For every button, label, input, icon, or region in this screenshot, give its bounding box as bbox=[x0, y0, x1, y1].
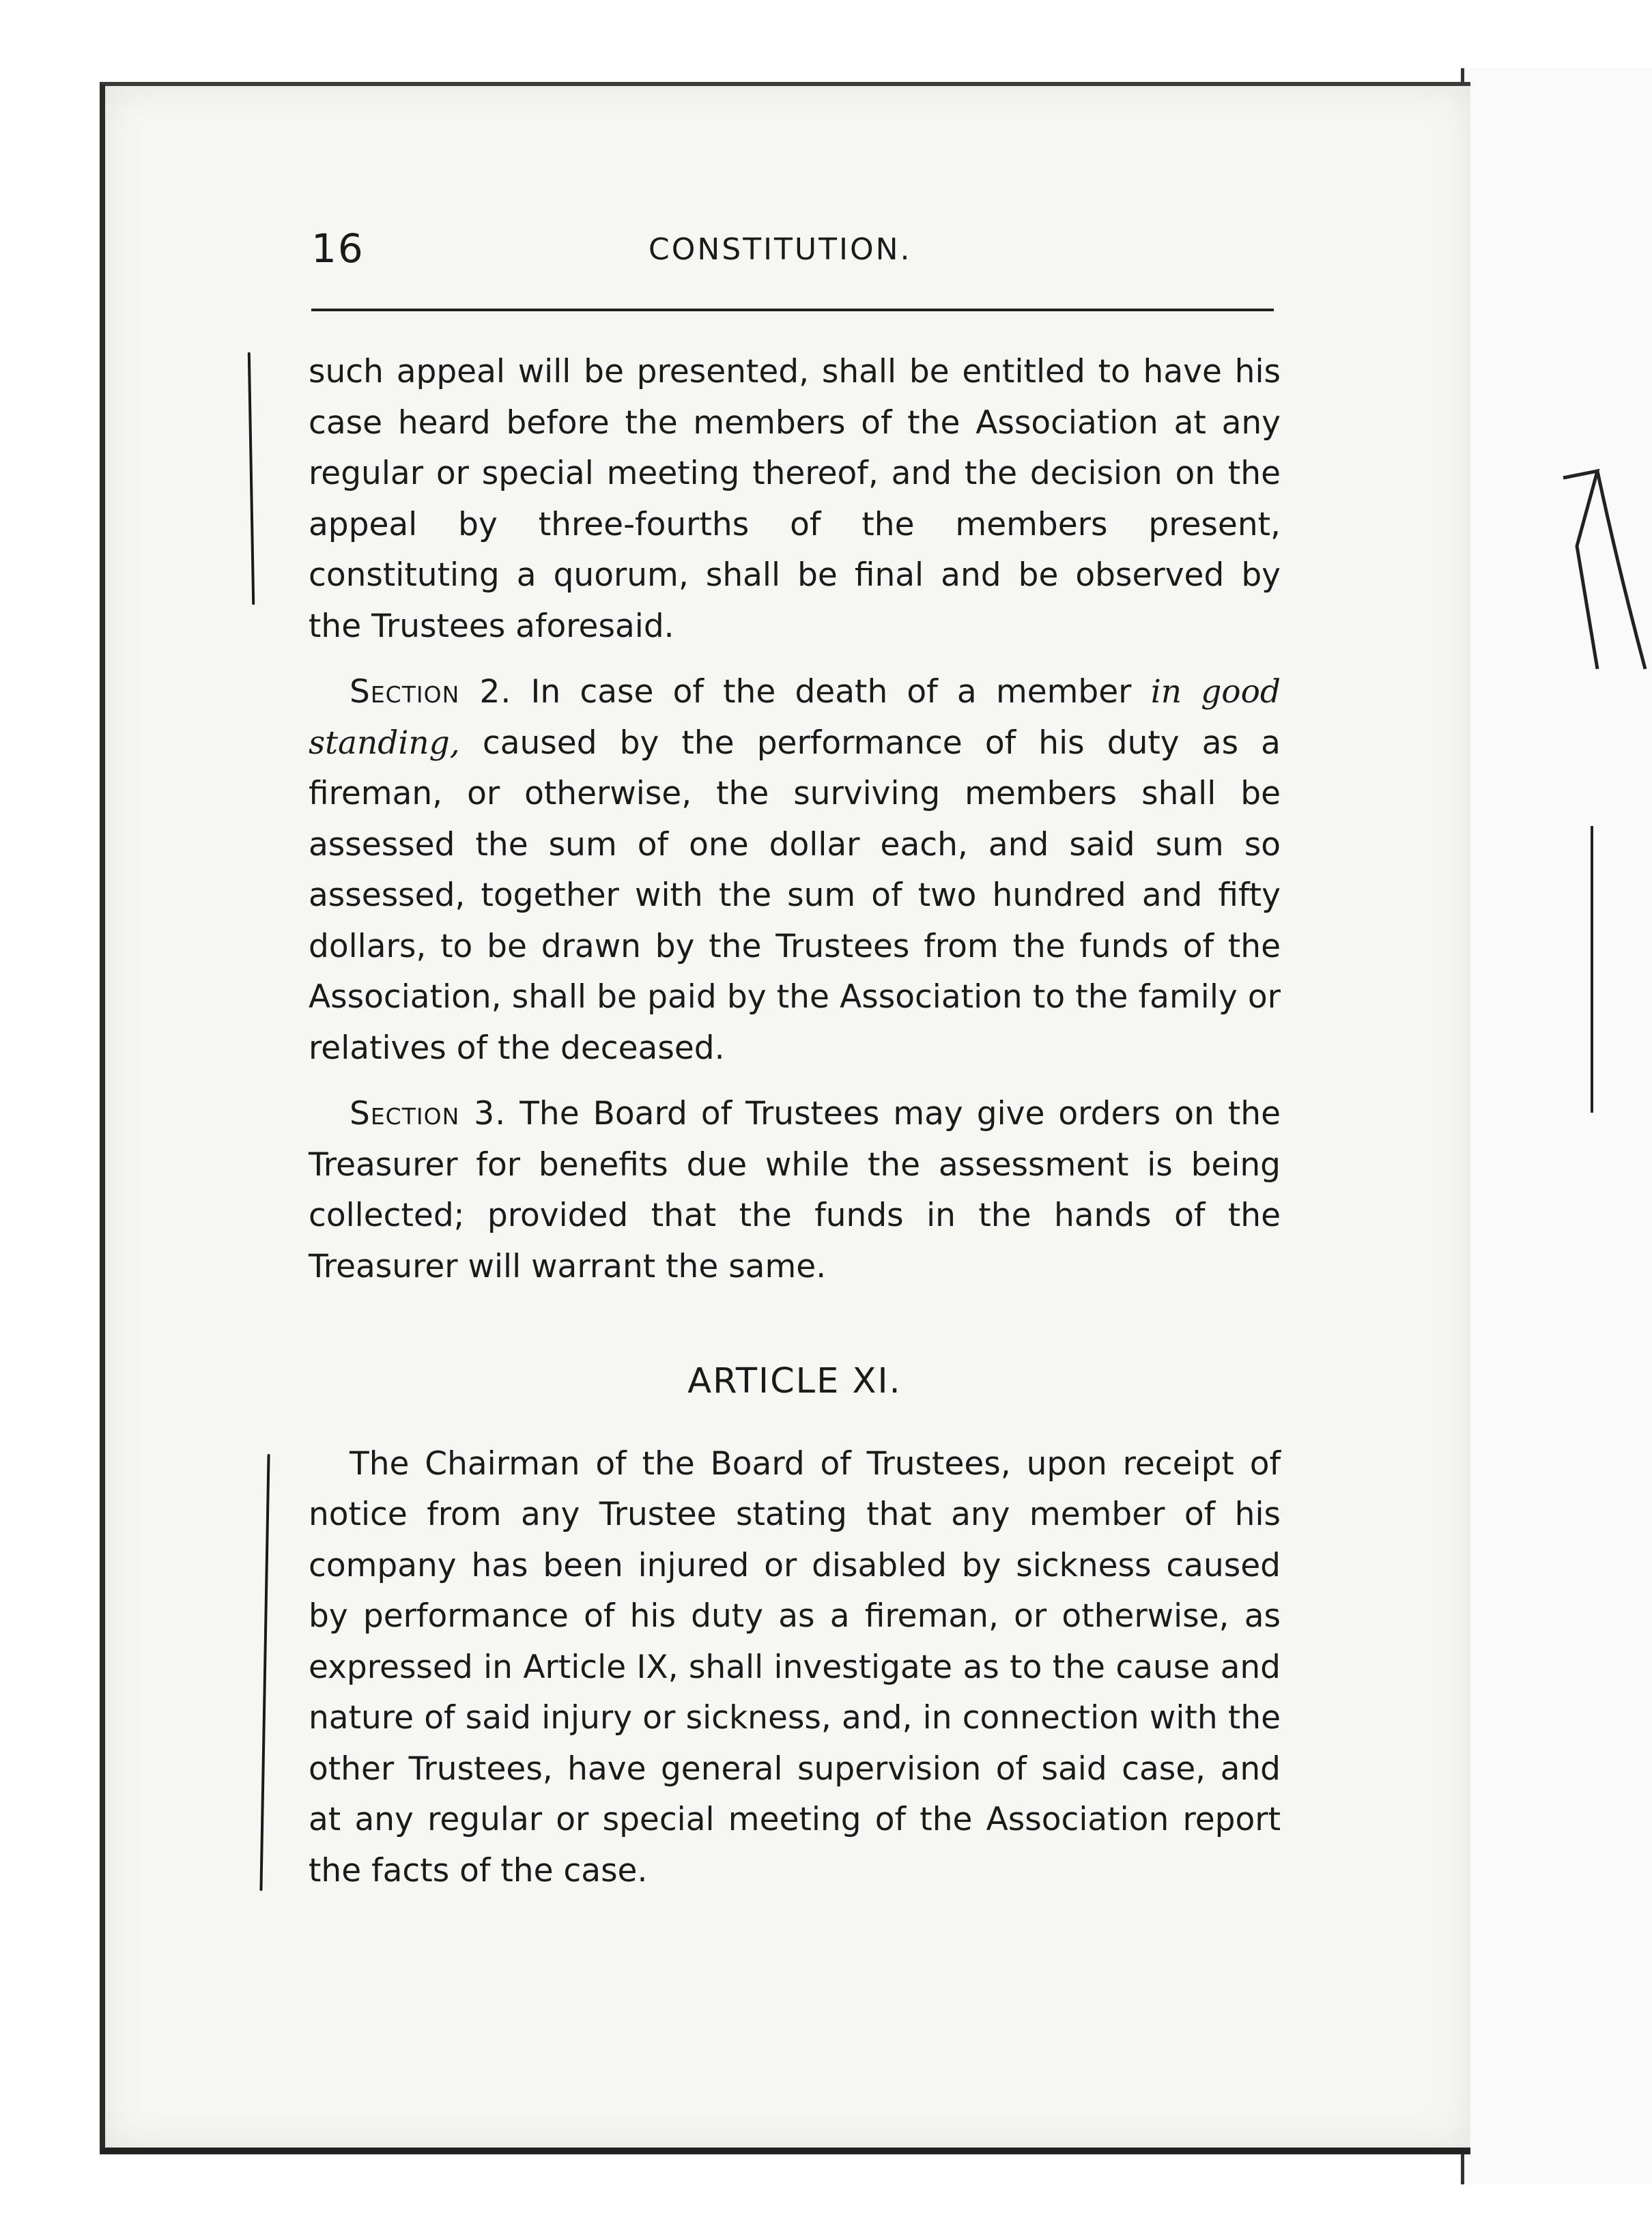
header-rule bbox=[311, 309, 1274, 311]
article-xi-paragraph: The Chairman of the Board of Trustees, upon receipt of notice from any Trustee stating that any member of his company has been injured or disabled by sickness caused by performance of his duty as a fireman, or otherwise, as expressed in Article IX, shall investigate as to the cause and nature of said injury or sickness, and, in connection with the other Trustees, have general supervision of said case, and at any regular or special meeting of the Association report the facts of the case. bbox=[309, 1444, 1281, 1889]
section-2-label: Section 2. bbox=[350, 673, 512, 711]
running-title: CONSTITUTION. bbox=[649, 232, 912, 267]
section-3-text: The Board of Trustees may give orders on the Treasurer for benefits due while the assessment is being collected; provided that the funds in the hands of the Treasurer will warrant the same. bbox=[309, 1095, 1281, 1285]
section-2-rest: caused by the performance of his duty as a fireman, or otherwise, the surviving members shall be assessed the sum of one dollar each, and said sum so assessed, together with the sum of two hundred and fifty dollars, to be drawn by the Trustees from the funds of the Association, shall be paid by the Association to the family or relatives of the deceased. bbox=[309, 724, 1281, 1067]
section-2-lead: In case of the death of a member bbox=[530, 673, 1132, 711]
facing-page-edge bbox=[1461, 68, 1652, 2184]
handwritten-line bbox=[1591, 826, 1593, 1113]
section-3-label: Section 3. bbox=[350, 1095, 507, 1132]
continuation-paragraph: such appeal will be presented, shall be entitled to have his case heard before the members of the Association at any regular or special meeting thereof, and the decision on the appeal by three-fourths of the members present, constituting a quorum, shall be final and be observed by the Trustees aforesaid. bbox=[309, 353, 1281, 645]
section-2-italic: in good standing, bbox=[309, 673, 1281, 762]
page-number: 16 bbox=[311, 225, 365, 272]
page-body bbox=[309, 347, 1281, 1896]
handwritten-mark bbox=[1556, 464, 1652, 683]
section-2-paragraph bbox=[309, 667, 1281, 1074]
article-heading: ARTICLE XI. bbox=[687, 1361, 902, 1401]
section-3-paragraph bbox=[309, 1089, 1281, 1292]
running-head bbox=[311, 225, 1274, 273]
